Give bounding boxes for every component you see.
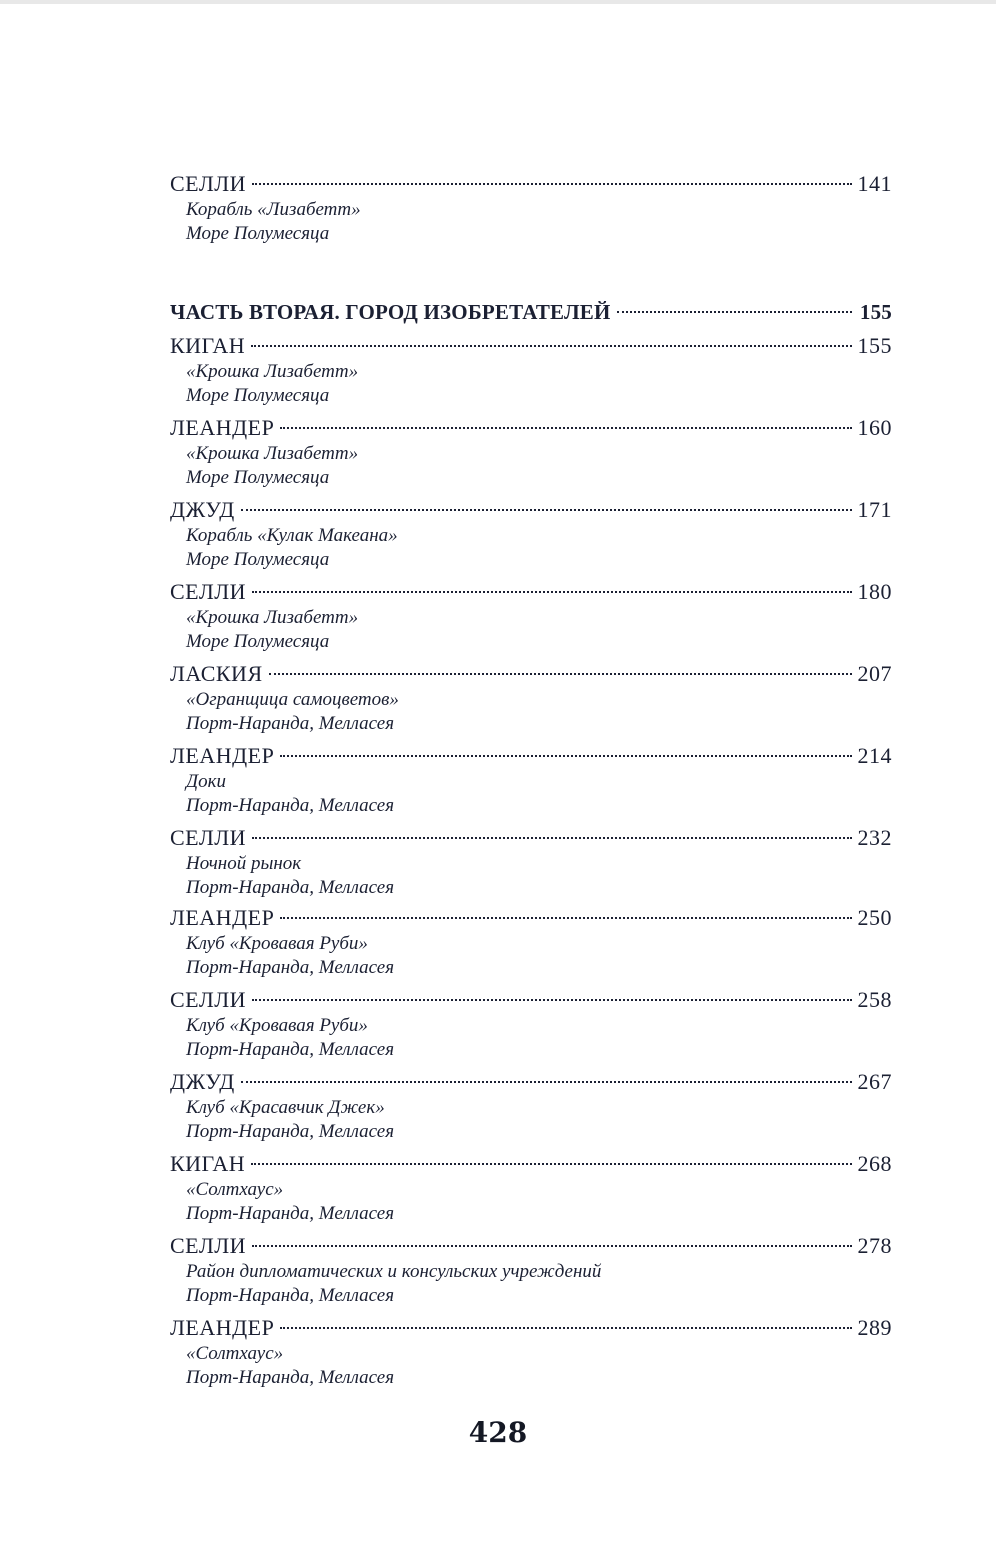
dot-leader [252,183,852,185]
toc-entry-row [150,742,892,770]
toc-entry-page: 180 [857,579,892,604]
toc-entry-subtitle: Корабль «Лизабетт» [186,199,361,220]
toc-entry-row [150,496,892,524]
toc-entry-row [150,986,892,1014]
toc-entry-subtitle: Район дипломатических и консульских учреждений [186,1261,602,1282]
toc-entry-title: СЕЛЛИ [170,171,247,196]
toc-entry-title: ЛЕАНДЕР [170,743,275,768]
toc-entry-subtitle: «Солтхаус» [186,1179,284,1200]
toc-entry-subtitle: Море Полумесяца [186,467,330,488]
toc-entry-subtitle: Порт-Наранда, Мелласея [186,1039,395,1060]
toc-entry-row [150,904,892,932]
toc-entry-page: 268 [857,1151,892,1176]
toc-entry-page: 171 [857,497,892,522]
toc-entry-subtitle: Порт-Наранда, Мелласея [186,1203,395,1224]
toc-entry-row [150,824,892,852]
toc-entry-page: 155 [857,333,892,358]
toc-entry-title: ЧАСТЬ ВТОРАЯ. ГОРОД ИЗОБРЕТАТЕЛЕЙ [170,300,611,324]
toc-entry-row [150,332,892,360]
toc-entry [150,660,892,736]
toc-entry-subtitle: Море Полумесяца [186,549,330,570]
dot-leader [280,427,852,429]
toc-entry-page: 155 [859,300,892,324]
toc-part-heading [150,298,892,326]
toc-entry-subtitle: Море Полумесяца [186,223,330,244]
toc-entry-title: ДЖУД [170,1069,235,1094]
toc-entry-row [150,1068,892,1096]
page-top-edge [0,0,996,4]
toc-entry-page: 141 [857,171,892,196]
toc-entry-title: СЕЛЛИ [170,579,247,604]
dot-leader [241,1081,852,1083]
toc-entry [150,496,892,572]
dot-leader [252,837,852,839]
toc-entry-title: СЕЛЛИ [170,825,247,850]
toc-entry [150,742,892,818]
dot-leader [280,1327,852,1329]
toc-entry-row [150,1150,892,1178]
toc-entry-subtitle: Порт-Наранда, Мелласея [186,957,395,978]
dot-leader [252,999,852,1001]
toc-entry-subtitle: Порт-Наранда, Мелласея [186,1285,395,1306]
toc-entry [150,332,892,408]
toc-entry-title: СЕЛЛИ [170,1233,247,1258]
dot-leader [269,673,852,675]
dot-leader [280,755,852,757]
toc-entry [150,1068,892,1144]
toc-entry-row [150,660,892,688]
toc-entry-title: ЛЕАНДЕР [170,1315,275,1340]
toc-entry-title: КИГАН [170,333,246,358]
toc-entry [150,904,892,980]
toc-entry-subtitle: Порт-Наранда, Мелласея [186,877,395,898]
toc-entry-row [150,578,892,606]
toc-entry-subtitle: «Крошка Лизабетт» [186,443,359,464]
dot-leader [617,311,852,313]
toc-entry-subtitle: Доки [186,771,226,792]
toc-entry-subtitle: Море Полумесяца [186,385,330,406]
toc-entry-title: ЛЕАНДЕР [170,905,275,930]
toc-entry-subtitle: «Крошка Лизабетт» [186,607,359,628]
dot-leader [280,917,852,919]
toc-entry-title: ЛАСКИЯ [170,661,263,686]
toc-entry-row [150,1232,892,1260]
toc-entry-page: 289 [857,1315,892,1340]
toc-entry-subtitle: Клуб «Красавчик Джек» [186,1097,385,1118]
toc-entry [150,170,892,246]
toc-entry [150,824,892,900]
toc-entry-subtitle: Порт-Наранда, Мелласея [186,795,395,816]
toc-entry-title: КИГАН [170,1151,246,1176]
toc-entry-subtitle: «Огранщица самоцветов» [186,689,399,710]
toc-entry-page: 258 [857,987,892,1012]
toc-entry [150,414,892,490]
toc-entry [150,986,892,1062]
toc-entry-page: 232 [857,825,892,850]
toc-entry-subtitle: Порт-Наранда, Мелласея [186,1367,395,1388]
dot-leader [251,1163,852,1165]
toc-entry-row [150,1314,892,1342]
toc-entry-subtitle: Клуб «Кровавая Руби» [186,1015,368,1036]
toc-entry-title: ДЖУД [170,497,235,522]
toc-entry-subtitle: Порт-Наранда, Мелласея [186,713,395,734]
toc-entry [150,1314,892,1390]
dot-leader [252,591,852,593]
toc-entry [150,1232,892,1308]
toc-entry [150,578,892,654]
toc-entry-subtitle: Море Полумесяца [186,631,330,652]
toc-entry-row [150,170,892,198]
dot-leader [252,1245,852,1247]
dot-leader [251,345,852,347]
toc-entry-subtitle: «Крошка Лизабетт» [186,361,359,382]
toc-entry-subtitle: Корабль «Кулак Макеана» [186,525,398,546]
toc-entry-page: 250 [857,905,892,930]
toc-entry-row [150,298,892,326]
dot-leader [241,509,852,511]
toc-entry-row [150,414,892,442]
toc-entry-page: 214 [857,743,892,768]
page-number: 428 [468,1416,528,1449]
toc-entry-page: 267 [857,1069,892,1094]
toc-entry-title: ЛЕАНДЕР [170,415,275,440]
toc-entry-subtitle: «Солтхаус» [186,1343,284,1364]
toc-entry-page: 207 [857,661,892,686]
toc-entry-subtitle: Клуб «Кровавая Руби» [186,933,368,954]
toc-entry-page: 160 [857,415,892,440]
toc-entry [150,1150,892,1226]
toc-entry-page: 278 [857,1233,892,1258]
toc-entry-subtitle: Порт-Наранда, Мелласея [186,1121,395,1142]
toc-entry-subtitle: Ночной рынок [186,853,302,874]
toc-entry-title: СЕЛЛИ [170,987,247,1012]
